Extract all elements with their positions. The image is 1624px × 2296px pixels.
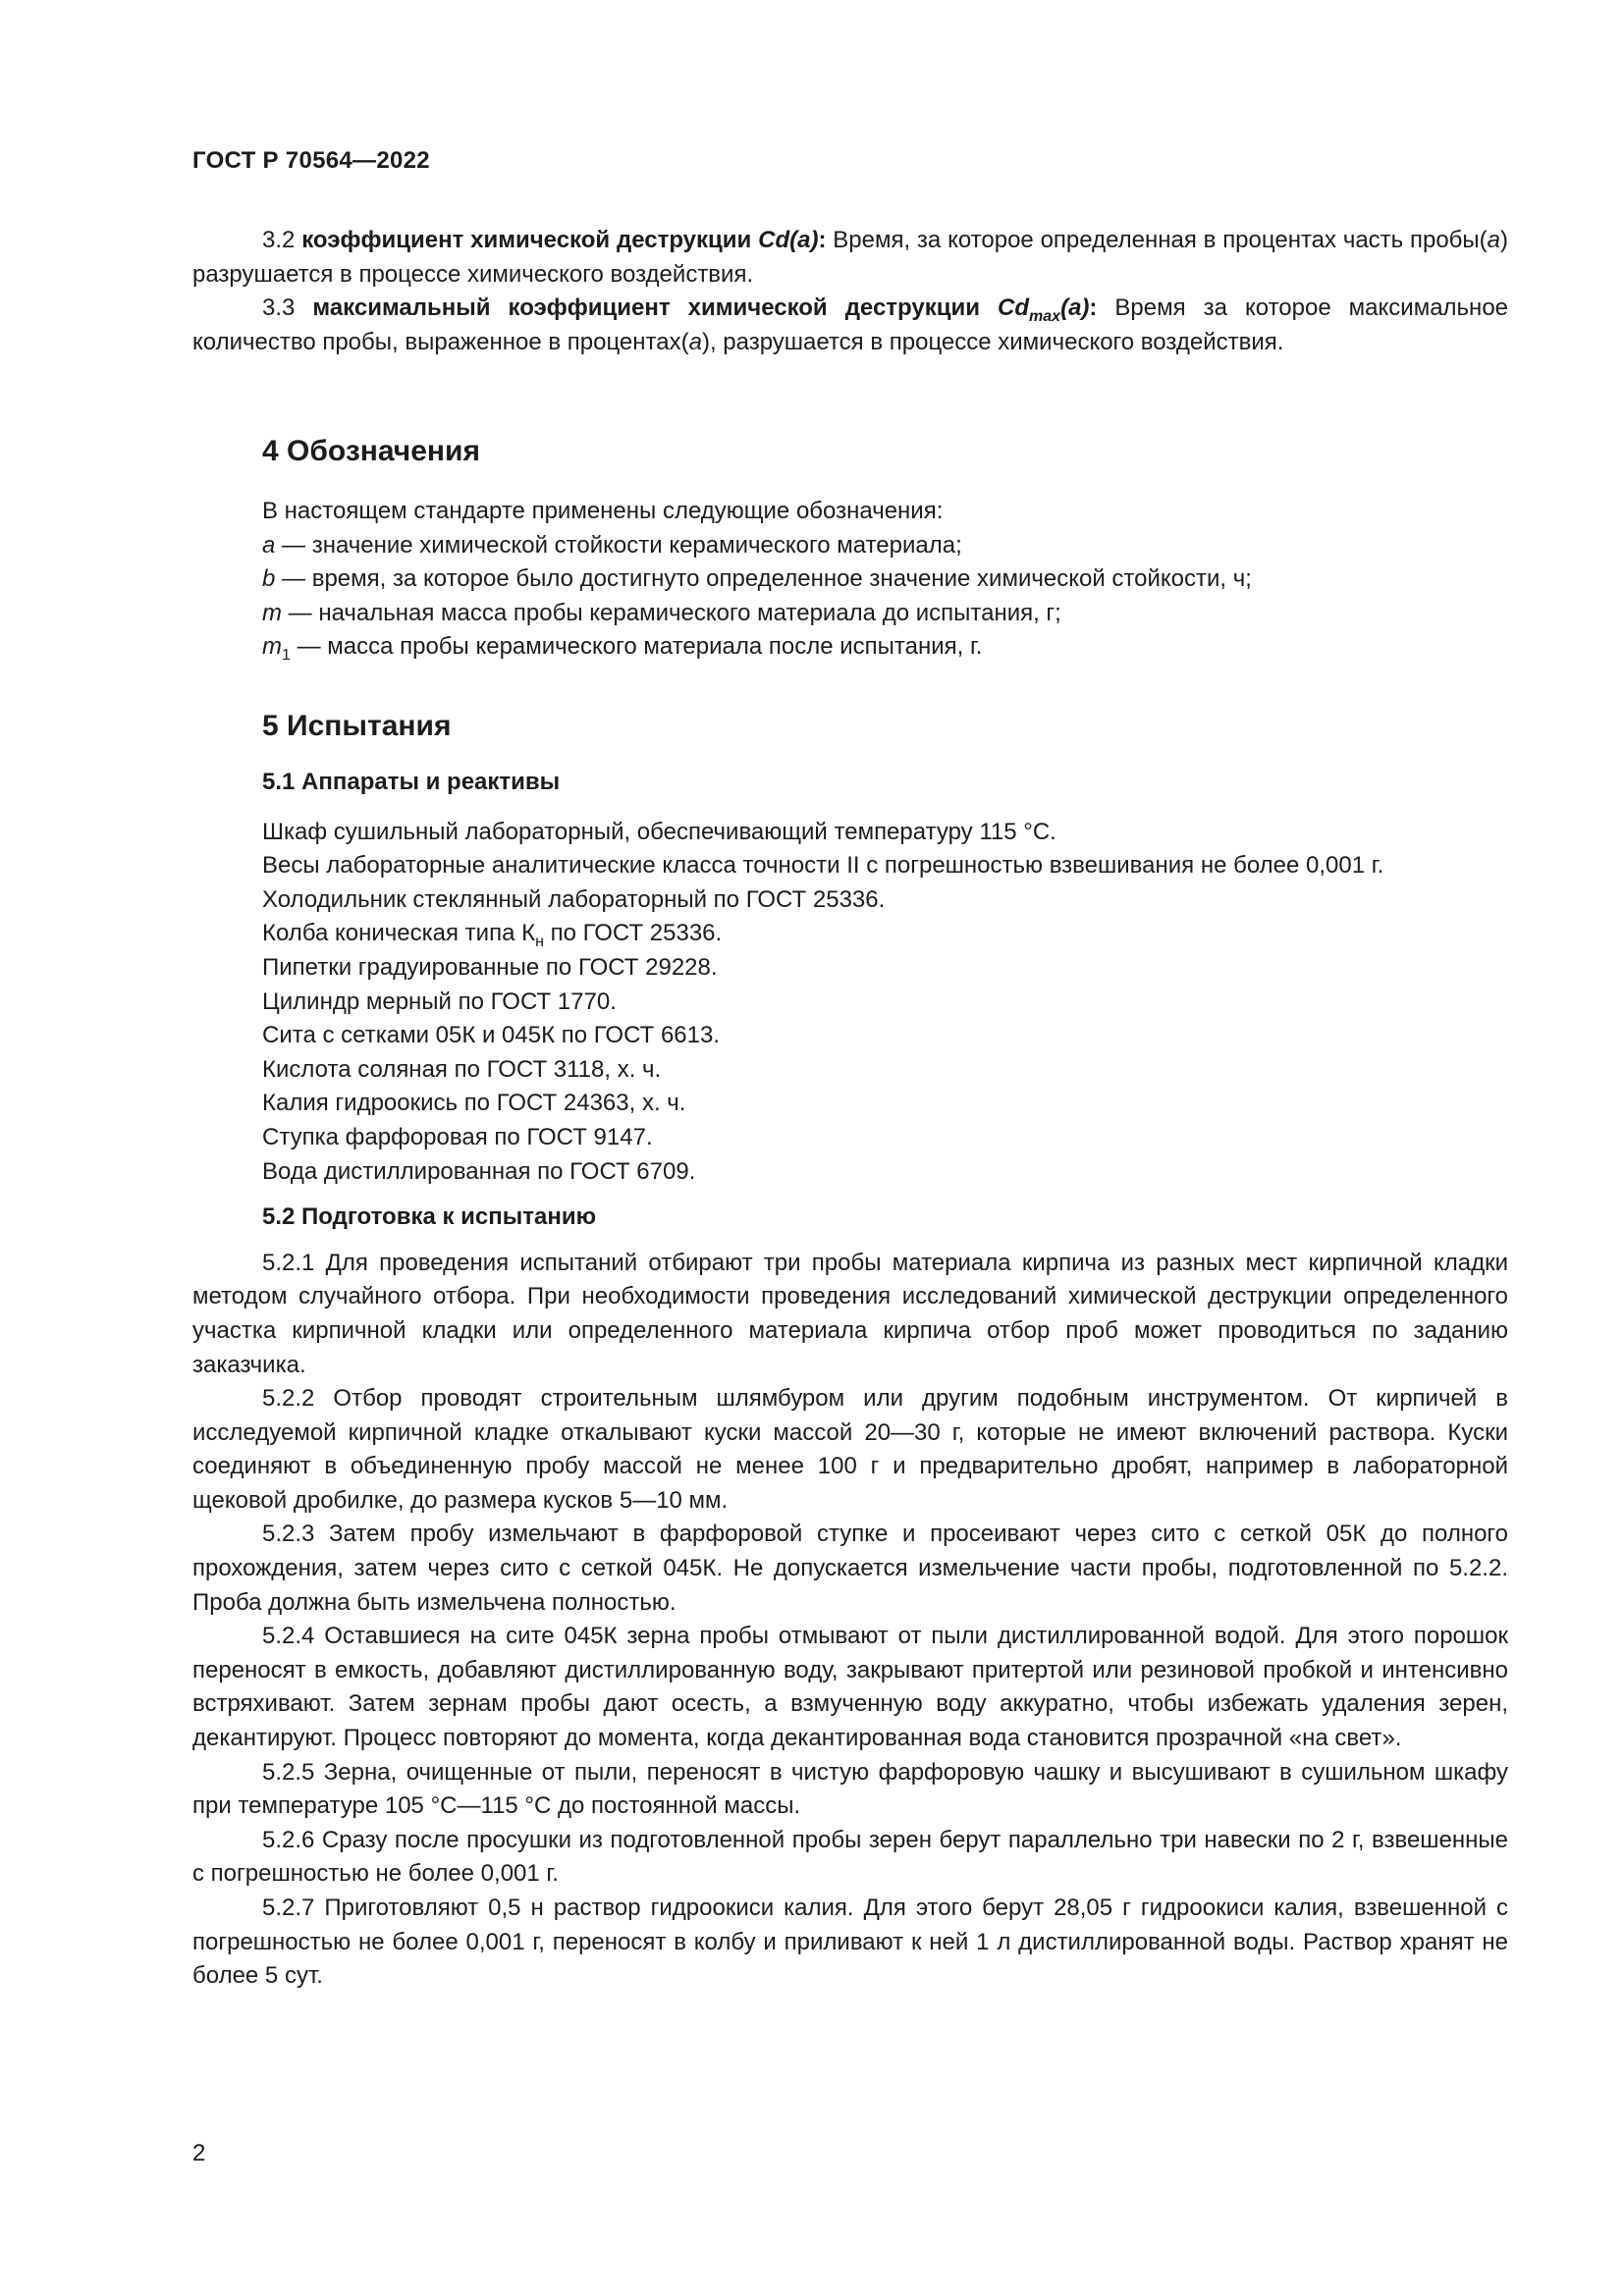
equipment-item: Вода дистиллированная по ГОСТ 6709.: [262, 1157, 696, 1185]
symbol-m: m — начальная масса пробы керамического материала до испытания, г;: [262, 599, 1061, 626]
definition-3-3: 3.3 максимальный коэффициент химической деструкции $Cd_{max}(a)$: Время за которое максимальное количество пробы, выраженное в процентах(a), разрушается в процессе химического воздействия.: [192, 294, 1509, 355]
symbol-b: b — время, за которое было достигнуто определенное значение химической стойкости, ч;: [262, 565, 1252, 593]
page-number: 2: [192, 2140, 206, 2166]
paragraph-5-2-7: 5.2.7 Приготовляют 0,5 н раствор гидроокиси калия. Для этого берут 28,05 г гидроокиси калия, взвешенной с погрешностью не более 0,001 г, переносят в колбу и приливают к ней 1 л дистиллированной воды. Раствор хранят не более 5 сут.: [192, 1895, 1508, 1990]
equipment-item: Шкаф сушильный лабораторный, обеспечивающий температуру 115 °C.: [262, 818, 1056, 845]
equipment-item: Пипетки градуированные по ГОСТ 29228.: [262, 953, 718, 981]
section-5: [192, 707, 1508, 1994]
paragraph-5-2-1: 5.2.1 Для проведения испытаний отбирают три пробы материала кирпича из разных мест кирпичной кладки методом случайного отбора. При необходимости проведения исследований химической деструкции определенного участка кирпичной кладки или определенного материала кирпича отбор проб может проводиться по заданию заказчика.: [192, 1249, 1508, 1378]
equipment-item: Весы лабораторные аналитические класса точности II с погрешностью взвешивания не более 0,001 г.: [262, 852, 1384, 880]
paragraph-5-2-2: 5.2.2 Отбор проводят строительным шлямбуром или другим подобным инструментом. От кирпичей в исследуемой кирпичной кладке откалывают куски массой 20—30 г, которые не имеют включений раствора. Куски соединяют в объединенную пробу массой не менее 100 г и предварительно дробят, например в лабораторной щековой дробилке, до размера кусков 5—10 мм.: [192, 1385, 1508, 1514]
equipment-item: Ступка фарфоровая по ГОСТ 9147.: [262, 1123, 653, 1150]
symbol-a: a — значение химической стойкости керамического материала;: [262, 531, 962, 559]
symbol-m1: $m_1$ — масса пробы керамического материала после испытания, г.: [262, 633, 983, 665]
running-header: ГОСТ Р 70564—2022: [192, 147, 430, 174]
equipment-item: Холодильник стеклянный лабораторный по ГОСТ 25336.: [262, 885, 886, 913]
paragraph-5-2-3: 5.2.3 Затем пробу измельчают в фарфоровой ступке и просеивают через сито с сеткой 05К до полного прохождения, затем через сито с сеткой 045К. Не допускается измельчение части пробы, подготовленной по 5.2.2. Проба должна быть измельчена полностью.: [192, 1521, 1508, 1616]
paragraph-5-2-6: 5.2.6 Сразу после просушки из подготовленной пробы зерен берут параллельно три навески по 2 г, взвешенные с погрешностью не более 0,001 г.: [192, 1826, 1508, 1888]
section-4-title: 4 Обозначения: [262, 435, 480, 467]
paragraph-5-2-4: 5.2.4 Оставшиеся на сите 045К зерна пробы отмывают от пыли дистиллированной водой. Для этого порошок переносят в емкость, добавляют дистиллированную воду, закрывают притертой или резиновой пробкой и интенсивно встряхивают. Затем зернам пробы дают осесть, а взмученную воду аккуратно, чтобы избежать удаления зерен, декантируют. Процесс повторяют до момента, когда декантированная вода становится прозрачной «на свет».: [192, 1623, 1508, 1752]
section-5-1-title: 5.1 Аппараты и реактивы: [262, 769, 561, 795]
equipment-item: Цилиндр мерный по ГОСТ 1770.: [262, 988, 617, 1015]
equipment-item: Кислота соляная по ГОСТ 3118, х. ч.: [262, 1055, 662, 1083]
equipment-item: Колба коническая типа $К_н$ по ГОСТ 25336.: [262, 920, 723, 951]
equipment-item: Калия гидроокись по ГОСТ 24363, х. ч.: [262, 1090, 686, 1117]
section-4-intro: В настоящем стандарте применены следующие обозначения:: [262, 498, 944, 524]
section-4: [192, 432, 1508, 665]
section-5-title: 5 Испытания: [262, 710, 452, 742]
equipment-item: Сита с сетками 05К и 045К по ГОСТ 6613.: [262, 1022, 720, 1049]
paragraph-5-2-5: 5.2.5 Зерна, очищенные от пыли, переносят в чистую фарфоровую чашку и высушивают в сушильном шкафу при температуре 105 °C—115 °C до постоянной массы.: [192, 1758, 1508, 1820]
definitions-block: [192, 224, 1508, 359]
section-5-2-title: 5.2 Подготовка к испытанию: [262, 1203, 597, 1231]
definition-3-2: 3.2 коэффициент химической деструкции Cd(a): Время, за которое определенная в процентах часть пробы(a) разрушается в процессе химического воздействия.: [192, 227, 1509, 288]
